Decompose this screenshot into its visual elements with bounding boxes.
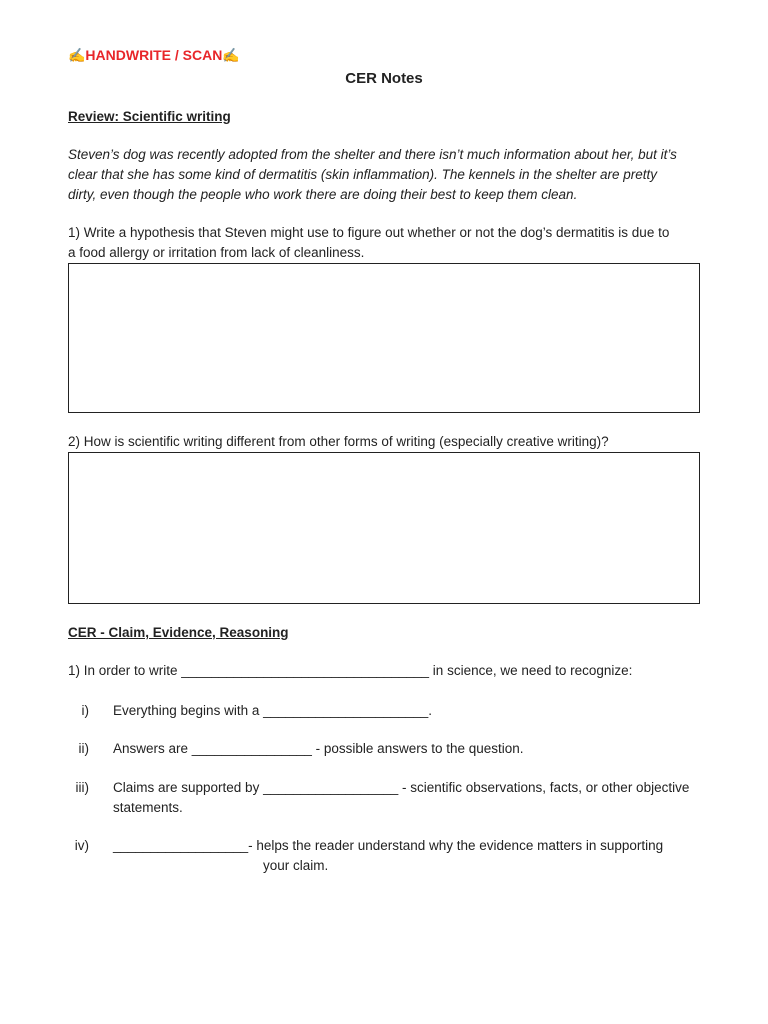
item-text-iii [113, 778, 713, 818]
scenario-line-1: Steven’s dog was recently adopted from the shelter and there isn’t much information about her, but it’s [68, 147, 677, 162]
question-1 [68, 223, 708, 263]
item-number-iii: iii) [75, 780, 89, 795]
answer-box-1[interactable] [68, 263, 700, 413]
cer-intro: 1) In order to write _________________________________ in science, we need to recognize: [68, 663, 633, 678]
item-number-iv: iv) [74, 838, 89, 853]
scenario-line-3: dirty, even though the people who work there are doing their best to keep them clean. [68, 187, 578, 202]
item-text-ii: Answers are ________________ - possible answers to the question. [113, 741, 524, 756]
item-text-iii-line-1: Claims are supported by __________________ - scientific observations, facts, or other objective [113, 780, 690, 795]
question-1-line-2: a food allergy or irritation from lack of cleanliness. [68, 245, 365, 260]
item-text-iv [113, 836, 713, 876]
item-text-iii-line-2: statements. [113, 800, 183, 815]
question-2: 2) How is scientific writing different from other forms of writing (especially creative writing)? [68, 434, 609, 449]
page-title: CER Notes [345, 70, 423, 87]
item-text-iv-line-2: your claim. [263, 858, 329, 873]
answer-box-2[interactable] [68, 452, 700, 604]
review-heading: Review: Scientific writing [68, 109, 231, 124]
item-number-ii: ii) [78, 741, 89, 756]
scenario-line-2: clear that she has some kind of dermatitis (skin inflammation). The kennels in the shelter are pretty [68, 167, 658, 182]
cer-heading: CER - Claim, Evidence, Reasoning [68, 625, 289, 640]
item-number-i: i) [81, 703, 89, 718]
handwrite-scan-tag: ✍️HANDWRITE / SCAN✍️ [68, 47, 240, 63]
item-text-i: Everything begins with a ______________________. [113, 703, 433, 718]
scenario-paragraph [68, 145, 708, 205]
item-text-iv-line-1: __________________- helps the reader understand why the evidence matters in supporting [113, 838, 664, 853]
question-1-line-1: 1) Write a hypothesis that Steven might use to figure out whether or not the dog’s dermatitis is due to [68, 225, 670, 240]
